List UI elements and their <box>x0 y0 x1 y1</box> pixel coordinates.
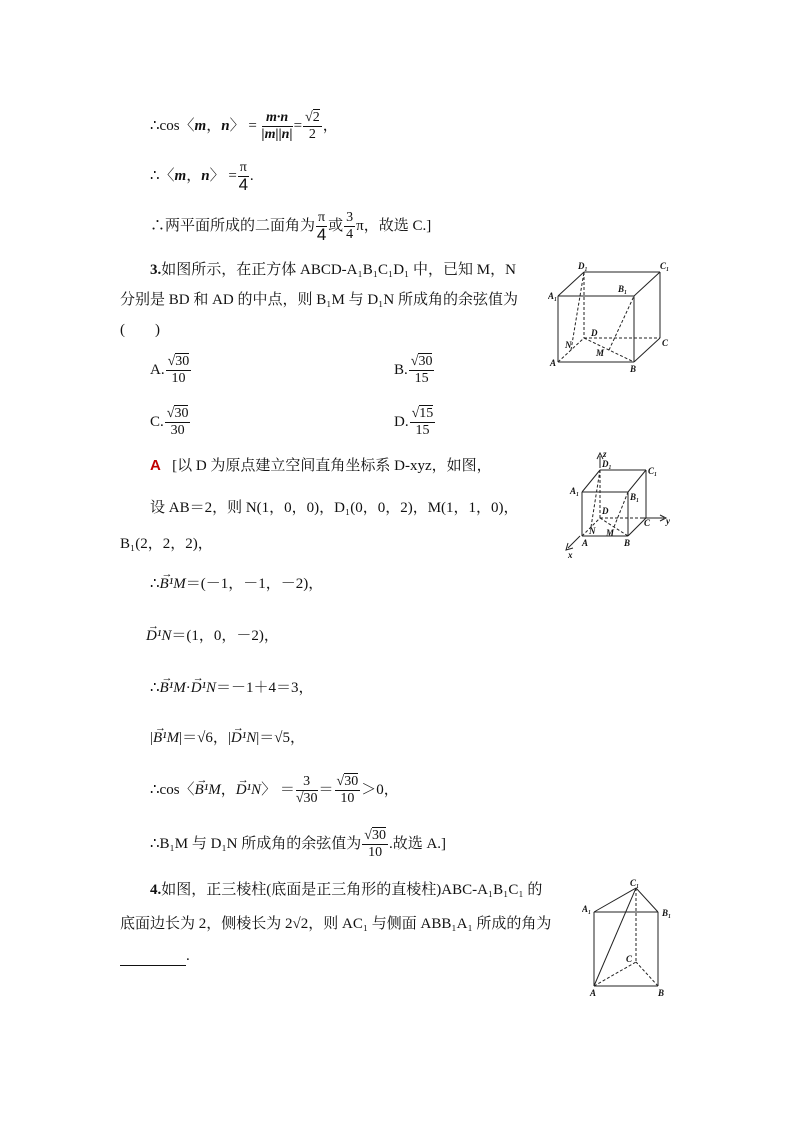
fraction <box>165 406 191 439</box>
label-a1: A₁ <box>582 904 592 914</box>
denominator: 15 <box>414 371 429 387</box>
text: ∴ <box>150 680 160 696</box>
text: ∴ <box>150 576 160 592</box>
magnitude-line <box>150 728 305 748</box>
var-m: m <box>174 168 187 184</box>
fraction <box>362 828 388 861</box>
text: ， <box>206 118 222 134</box>
label-d1: D₁ <box>602 459 612 469</box>
denominator: 4 <box>346 227 354 243</box>
vector-d1n: → D¹N <box>146 626 171 646</box>
cube-figure <box>548 258 678 374</box>
numerator: √30 <box>167 354 190 370</box>
numerator: √2 <box>305 110 320 126</box>
numerator: √30 <box>410 354 433 370</box>
answer-letter: A <box>150 457 161 474</box>
vector-d1n: → D¹N <box>191 678 216 698</box>
text: ＝－1＋4＝3， <box>216 680 314 696</box>
text: · <box>185 680 191 696</box>
text: . <box>249 168 254 184</box>
text: π <box>356 218 364 234</box>
text: ＞0， <box>361 782 399 798</box>
label-c1: C₁ <box>660 261 670 271</box>
label-b1: B₁ <box>662 908 672 918</box>
question-text: 如图所示，在正方体 ABCD-A₁B₁C₁D₁ 中，已知 M，N <box>161 262 516 278</box>
label-m: M <box>596 348 605 358</box>
fraction-pi-4 <box>238 160 249 193</box>
fraction <box>410 406 436 439</box>
text: ∴cos〈 <box>150 782 195 798</box>
text: |＝√6，| <box>179 730 231 746</box>
label-c: C <box>662 338 669 348</box>
label-d: D <box>602 506 609 516</box>
cos-mn-line <box>150 106 338 146</box>
numerator: 3 <box>296 774 318 791</box>
denominator: 10 <box>171 371 186 387</box>
label-c: C <box>644 518 651 528</box>
vector-d1n-line <box>146 626 279 646</box>
text: ， <box>220 782 236 798</box>
label-b: B <box>624 538 631 548</box>
vector-d1n: → D¹N <box>231 728 256 748</box>
fraction <box>296 774 318 807</box>
option-c <box>150 400 191 444</box>
option-label: D. <box>394 414 409 430</box>
radicand: 30 <box>371 828 386 844</box>
dihedral-angle-line <box>150 206 431 246</box>
q4-line1 <box>150 880 542 900</box>
q4-line3 <box>120 946 190 966</box>
text: ∴两平面所成的二面角为 <box>150 218 316 234</box>
text: . <box>186 948 190 964</box>
q3-line3 <box>120 320 160 340</box>
radicand: 30 <box>344 774 359 790</box>
numerator: √30 <box>364 828 386 844</box>
var-n: n <box>221 118 230 134</box>
radicand: 30 <box>174 406 189 422</box>
triangular-prism-figure <box>582 876 686 1000</box>
radicand: 30 <box>418 354 433 370</box>
question-number: 3. <box>150 262 162 278</box>
label-m: M <box>606 528 615 538</box>
solution-text: B₁(2，2，2)， <box>120 536 213 552</box>
label-c1: C₁ <box>648 466 658 476</box>
q3-line2 <box>120 290 518 310</box>
text: 〉 = <box>209 168 237 184</box>
text: ∴B₁M 与 D₁N 所成角的余弦值为 <box>150 836 362 852</box>
label-b: B <box>658 988 665 998</box>
vector-b1m: → B¹M <box>160 678 186 698</box>
label-x: x <box>568 550 573 558</box>
text: .故选 A.] <box>388 836 447 852</box>
label-b1: B₁ <box>630 492 640 502</box>
text: 或 <box>328 218 344 234</box>
vector-b1m: → B¹M <box>195 768 221 812</box>
label-a1: A₁ <box>570 486 580 496</box>
angle-mn-line <box>150 156 254 196</box>
option-b <box>394 348 435 392</box>
fraction <box>335 774 361 807</box>
numerator: π <box>239 160 247 176</box>
option-label: B. <box>394 362 408 378</box>
text: 〉 = <box>229 118 257 134</box>
solution-text: 设 AB＝2，则 N(1，0，0)，D₁(0，0，2)，M(1，1，0)， <box>150 500 519 516</box>
text: ＝ <box>318 782 334 798</box>
radicand: 15 <box>419 406 434 422</box>
radicand: 30 <box>175 354 190 370</box>
text: ＝(1，0，－2)， <box>171 628 279 644</box>
label-a: A <box>582 538 589 548</box>
cos-vectors-line <box>150 768 399 812</box>
denominator: |m||n| <box>261 127 293 143</box>
denominator: 10 <box>368 845 383 861</box>
question-text: 底面边长为 2，侧棱长为 2√2，则 AC₁ 与侧面 ABB₁A₁ 所成的角为 <box>120 916 552 932</box>
question-text: 分别是 BD 和 AD 的中点，则 B₁M 与 D₁N 所成角的余弦值为 <box>120 292 518 308</box>
text: ∴cos〈 <box>150 118 195 134</box>
coordinate-cube-figure <box>560 448 678 558</box>
radicand: 2 <box>312 110 320 126</box>
question-text: 如图，正三棱柱(底面是正三角形的直棱柱)ABC-A₁B₁C₁ 的 <box>161 882 543 898</box>
numerator: m·n <box>262 110 293 127</box>
q3-final-line <box>150 822 446 866</box>
denominator: √30 <box>295 791 318 807</box>
vector-b1m-line <box>150 574 323 594</box>
label-y: y <box>666 516 670 526</box>
label-n: N <box>565 340 572 350</box>
text: ＝(－1，－1，－2)， <box>185 576 324 592</box>
option-label: C. <box>150 414 164 430</box>
numerator: √15 <box>411 406 434 422</box>
q4-line2 <box>120 914 551 934</box>
radicand: 30 <box>303 791 318 807</box>
option-d <box>394 400 436 444</box>
question-text: ( ) <box>120 322 160 338</box>
denominator: 2 <box>308 127 316 143</box>
label-a1: A₁ <box>548 291 558 301</box>
option-label: A. <box>150 362 165 378</box>
solution-text: [以 D 为原点建立空间直角坐标系 D-xyz，如图， <box>172 458 492 474</box>
label-n: N <box>589 526 596 536</box>
q3-solution-line2 <box>150 498 519 518</box>
q3-solution-line3 <box>120 534 213 554</box>
fraction-3-4 <box>344 210 355 243</box>
numerator: √30 <box>166 406 189 422</box>
label-a: A <box>550 358 557 368</box>
text: = <box>293 118 303 134</box>
label-b1: B₁ <box>618 284 628 294</box>
denominator: 15 <box>415 423 430 439</box>
denominator: 4 <box>316 225 327 245</box>
fraction-pi-4 <box>316 210 327 243</box>
label-d1: D₁ <box>578 261 588 271</box>
fraction <box>409 354 435 387</box>
numerator: 3 <box>346 210 354 226</box>
text: ，故选 C.] <box>363 218 432 234</box>
label-d: D <box>591 328 598 338</box>
numerator: π <box>318 210 326 226</box>
fraction <box>166 354 192 387</box>
question-number: 4. <box>150 882 162 898</box>
denominator: 10 <box>340 791 355 807</box>
label-z: z <box>603 449 607 459</box>
denominator: 30 <box>170 423 185 439</box>
text: 〉 ＝ <box>261 782 295 798</box>
denominator: 4 <box>238 175 249 195</box>
vector-d1n: → D¹N <box>236 768 261 812</box>
q3-solution-line1 <box>150 456 492 476</box>
label-a: A <box>590 988 597 998</box>
text: ∴〈 <box>150 168 175 184</box>
numerator: √30 <box>336 774 359 790</box>
label-c1: C₁ <box>630 878 640 888</box>
fraction-sqrt2 <box>303 110 322 143</box>
text: | <box>150 730 154 746</box>
text: ， <box>322 118 338 134</box>
var-m: m <box>194 118 207 134</box>
vector-b1m: → B¹M <box>160 574 186 594</box>
vector-b1m: → B¹M <box>153 728 179 748</box>
option-a <box>150 348 192 392</box>
answer-blank <box>120 951 186 966</box>
var-n: n <box>201 168 210 184</box>
label-c: C <box>626 954 633 964</box>
text: ， <box>186 168 202 184</box>
dot-product-line <box>150 678 314 698</box>
fraction-mn <box>262 110 293 143</box>
q3-line1 <box>150 260 516 280</box>
text: |＝√5， <box>256 730 306 746</box>
label-b: B <box>630 364 637 374</box>
